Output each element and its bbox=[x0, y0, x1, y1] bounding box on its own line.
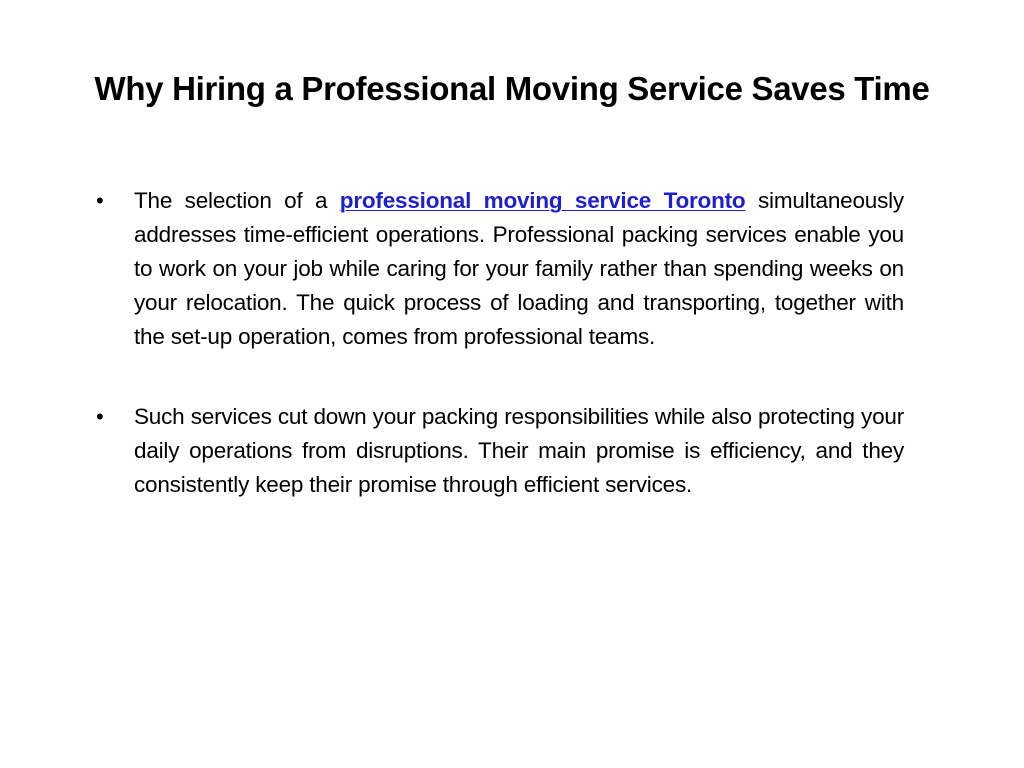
list-item bbox=[96, 400, 904, 502]
bullet-icon: • bbox=[96, 404, 104, 429]
bullet-text-before-link: The selection of a bbox=[134, 188, 340, 213]
bullet-paragraph bbox=[134, 184, 904, 354]
list-item bbox=[96, 184, 904, 354]
bullet-text-after-link: simultaneously addresses time-efficient operations. Professional packing services enable you to work on your job while caring for your family rather than spending weeks on your relocation. The quick process of loading and transporting, together with the set-up operation, comes from professional teams. bbox=[134, 188, 904, 349]
bullet-list bbox=[96, 184, 904, 548]
slide-title: Why Hiring a Professional Moving Service Saves Time bbox=[94, 70, 930, 107]
professional-moving-service-link[interactable]: professional moving service Toronto bbox=[339, 188, 746, 213]
bullet-icon: • bbox=[96, 188, 104, 213]
bullet-paragraph: Such services cut down your packing responsibilities while also protecting your daily operations from disruptions. Their main promise is efficiency, and they consistently keep their promise through efficient services. bbox=[134, 404, 904, 497]
